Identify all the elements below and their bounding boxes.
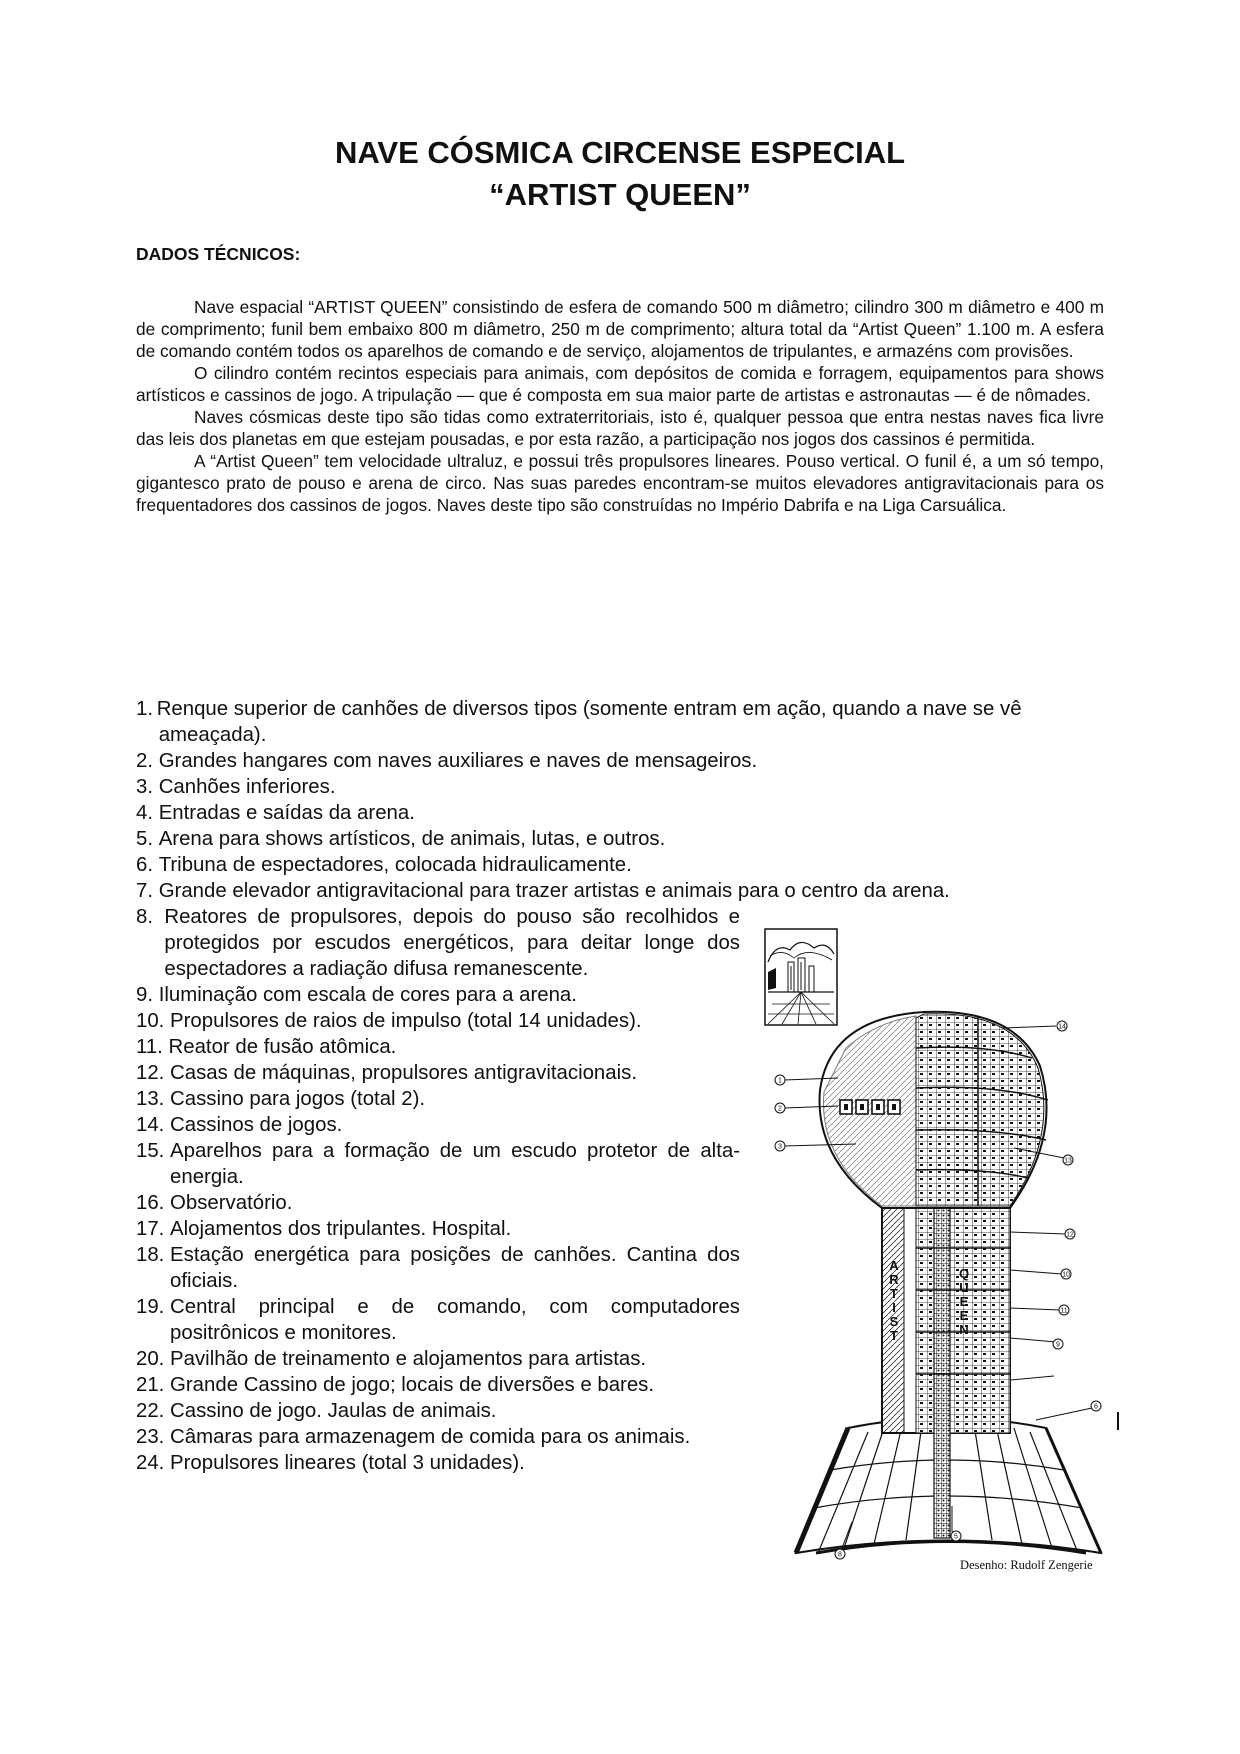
hull-letter: R xyxy=(889,1272,899,1287)
list-item-text: Reatores de propulsores, depois do pouso são recolhidos e protegidos por escudos energéticos, para deitar longe dos espectadores a radiação difusa remanescente. xyxy=(164,906,740,980)
list-item-number: 16. xyxy=(136,1192,165,1214)
list-item xyxy=(136,1034,740,1060)
list-item xyxy=(136,696,1112,748)
list-item xyxy=(136,1294,740,1346)
list-item xyxy=(136,878,1112,904)
callout-marker xyxy=(1061,1269,1071,1279)
list-item-number: 15. xyxy=(136,1140,165,1162)
list-item xyxy=(136,800,1112,826)
callout-marker xyxy=(775,1141,785,1151)
callout-label: 6 xyxy=(1094,1403,1098,1411)
list-item xyxy=(136,748,1112,774)
list-item xyxy=(136,1398,740,1424)
list-item-number: 1. xyxy=(136,698,154,720)
list-item xyxy=(136,904,740,982)
list-item-number: 2. xyxy=(136,750,154,772)
list-item xyxy=(136,1424,740,1450)
legend-list-beside-figure xyxy=(136,904,740,1476)
list-item-text: Propulsores de raios de impulso (total 14 unidades). xyxy=(170,1010,642,1032)
list-item-number: 19. xyxy=(136,1296,165,1318)
list-item-number: 12. xyxy=(136,1062,165,1084)
callout-label: 14 xyxy=(1058,1023,1066,1031)
list-item-number: 3. xyxy=(136,776,154,798)
list-item-text: Cassinos de jogos. xyxy=(170,1114,343,1136)
list-item xyxy=(136,774,1112,800)
paragraph: A “Artist Queen” tem velocidade ultraluz, e possui três propulsores lineares. Pouso vertical. O funil é, a um só tempo, gigantesco prato de pouso e arena de circo. Nas suas paredes encontram-se muitos elevadores antigravitacionais para os frequentadores dos cassinos de jogos. Naves deste tipo são construídas no Império Dabrifa e na Liga Carsuálica. xyxy=(136,451,1104,515)
hull-letter: T xyxy=(890,1286,898,1301)
list-item-text: Grande Cassino de jogo; locais de diversões e bares. xyxy=(170,1374,655,1396)
callout-marker xyxy=(1059,1305,1069,1315)
callout-marker xyxy=(1053,1339,1063,1349)
callout-label: 12 xyxy=(1066,1231,1074,1239)
list-item xyxy=(136,1086,740,1112)
list-item-text: Canhões inferiores. xyxy=(158,776,336,798)
callout-marker xyxy=(1063,1155,1073,1165)
callout-marker xyxy=(1057,1021,1067,1031)
list-item-text: Propulsores lineares (total 3 unidades). xyxy=(170,1452,525,1474)
list-item-text: Iluminação com escala de cores para a arena. xyxy=(158,984,577,1006)
callout-label: 2 xyxy=(778,1105,782,1113)
list-item-text: Entradas e saídas da arena. xyxy=(158,802,415,824)
callout-label: 9 xyxy=(1056,1341,1060,1349)
list-item-number: 14. xyxy=(136,1114,165,1136)
list-item xyxy=(136,1372,740,1398)
callout-label: 5 xyxy=(954,1533,958,1541)
list-item-number: 20. xyxy=(136,1348,165,1370)
list-item-text: Cassino de jogo. Jaulas de animais. xyxy=(170,1400,497,1422)
list-item xyxy=(136,1060,740,1086)
hull-letters-left xyxy=(889,1258,899,1343)
technical-description xyxy=(136,296,1104,516)
list-item-number: 8. xyxy=(136,906,154,928)
callout-marker xyxy=(835,1549,845,1559)
list-item-number: 5. xyxy=(136,828,154,850)
list-item-text: Alojamentos dos tripulantes. Hospital. xyxy=(170,1218,512,1240)
legend-list-full-width xyxy=(136,696,1112,904)
callout-label: 3 xyxy=(778,1143,782,1151)
list-item xyxy=(136,1242,740,1294)
list-item-number: 4. xyxy=(136,802,154,824)
list-item xyxy=(136,826,1112,852)
list-item-number: 11. xyxy=(136,1036,163,1058)
list-item-text: Grandes hangares com naves auxiliares e naves de mensageiros. xyxy=(158,750,758,772)
callout-label: 10 xyxy=(1062,1271,1070,1279)
list-item-text: Cassino para jogos (total 2). xyxy=(170,1088,426,1110)
hull-letters-right xyxy=(959,1266,969,1337)
drawing-credit: Desenho: Rudolf Zengerie xyxy=(960,1558,1093,1572)
paragraph: O cilindro contém recintos especiais para animais, com depósitos de comida e forragem, equipamentos para shows artísticos e cassinos de jogo. A tripulação — que é composta em sua maior parte de artistas e astronautas — é de nômades. xyxy=(136,363,1104,405)
list-item-number: 21. xyxy=(136,1374,165,1396)
callout-marker xyxy=(951,1531,961,1541)
list-item-text: Casas de máquinas, propulsores antigravitacionais. xyxy=(170,1062,638,1084)
paragraph: Nave espacial “ARTIST QUEEN” consistindo de esfera de comando 500 m diâmetro; cilindro 300 m diâmetro e 400 m de comprimento; funil bem embaixo 800 m diâmetro, 250 m de comprimento; altura total da “Artist Queen” 1.100 m. A esfera de comando contém todos os aparelhos de comando e de serviço, alojamentos de tripulantes, e armazéns com provisões. xyxy=(136,297,1104,361)
hull-letter: E xyxy=(959,1294,969,1309)
hull-letter: Q xyxy=(958,1266,970,1281)
list-item-number: 9. xyxy=(136,984,154,1006)
hull-letter: U xyxy=(959,1280,969,1295)
hull-letter: S xyxy=(889,1314,899,1329)
hull-letter: E xyxy=(959,1308,969,1323)
list-item-text: Estação energética para posições de canhões. Cantina dos oficiais. xyxy=(170,1244,740,1292)
callout-marker xyxy=(1091,1401,1101,1411)
hull-letter: N xyxy=(959,1322,969,1337)
list-item xyxy=(136,1346,740,1372)
paragraph: Naves cósmicas deste tipo são tidas como extraterritoriais, isto é, qualquer pessoa que entra nestas naves fica livre das leis dos planetas em que estejam pousadas, e por esta razão, a participação nos jogos dos cassinos é permitida. xyxy=(136,407,1104,449)
list-item-number: 6. xyxy=(136,854,154,876)
list-item-text: Tribuna de espectadores, colocada hidraulicamente. xyxy=(158,854,632,876)
callout-marker xyxy=(1065,1229,1075,1239)
list-item-text: Aparelhos para a formação de um escudo protetor de alta-energia. xyxy=(170,1140,740,1188)
callout-label: 1 xyxy=(778,1077,782,1085)
list-item-text: Reator de fusão atômica. xyxy=(168,1036,397,1058)
list-item-text: Grande elevador antigravitacional para trazer artistas e animais para o centro da arena. xyxy=(158,880,950,902)
callout-label: 11 xyxy=(1060,1307,1068,1315)
callout-marker xyxy=(775,1075,785,1085)
list-item-number: 17. xyxy=(136,1218,165,1240)
spaceship-cutaway-drawing xyxy=(756,1008,1136,1568)
list-item-number: 7. xyxy=(136,880,154,902)
list-item-number: 13. xyxy=(136,1088,165,1110)
list-item xyxy=(136,1450,740,1476)
document-title xyxy=(0,132,1240,216)
list-item xyxy=(136,1112,740,1138)
list-item-text: Observatório. xyxy=(170,1192,293,1214)
list-item-text: Pavilhão de treinamento e alojamentos para artistas. xyxy=(170,1348,647,1370)
list-item-number: 24. xyxy=(136,1452,165,1474)
list-item xyxy=(136,1008,740,1034)
list-item xyxy=(136,852,1112,878)
list-item-text: Arena para shows artísticos, de animais, lutas, e outros. xyxy=(158,828,666,850)
hull-letter: T xyxy=(890,1328,898,1343)
list-item-text: Renque superior de canhões de diversos tipos (somente entram em ação, quando a nave se vê ameaçada). xyxy=(156,698,1022,746)
list-item-number: 18. xyxy=(136,1244,165,1266)
title-line-1: NAVE CÓSMICA CIRCENSE ESPECIAL xyxy=(334,135,906,170)
list-item-number: 10. xyxy=(136,1010,165,1032)
section-heading: DADOS TÉCNICOS: xyxy=(136,244,301,264)
list-item-number: 23. xyxy=(136,1426,165,1448)
list-item xyxy=(136,982,740,1008)
hull-letter: I xyxy=(892,1300,896,1315)
list-item-number: 22. xyxy=(136,1400,165,1422)
list-item xyxy=(136,1190,740,1216)
title-line-2: “ARTIST QUEEN” xyxy=(489,177,751,212)
hull-letter: A xyxy=(889,1258,899,1273)
callout-label: 8 xyxy=(838,1551,842,1559)
list-item-text: Câmaras para armazenagem de comida para os animais. xyxy=(170,1426,691,1448)
callout-label: 13 xyxy=(1064,1157,1072,1165)
list-item xyxy=(136,1216,740,1242)
callout-marker xyxy=(775,1103,785,1113)
list-item-text: Central principal e de comando, com computadores positrônicos e monitores. xyxy=(170,1296,740,1344)
list-item xyxy=(136,1138,740,1190)
